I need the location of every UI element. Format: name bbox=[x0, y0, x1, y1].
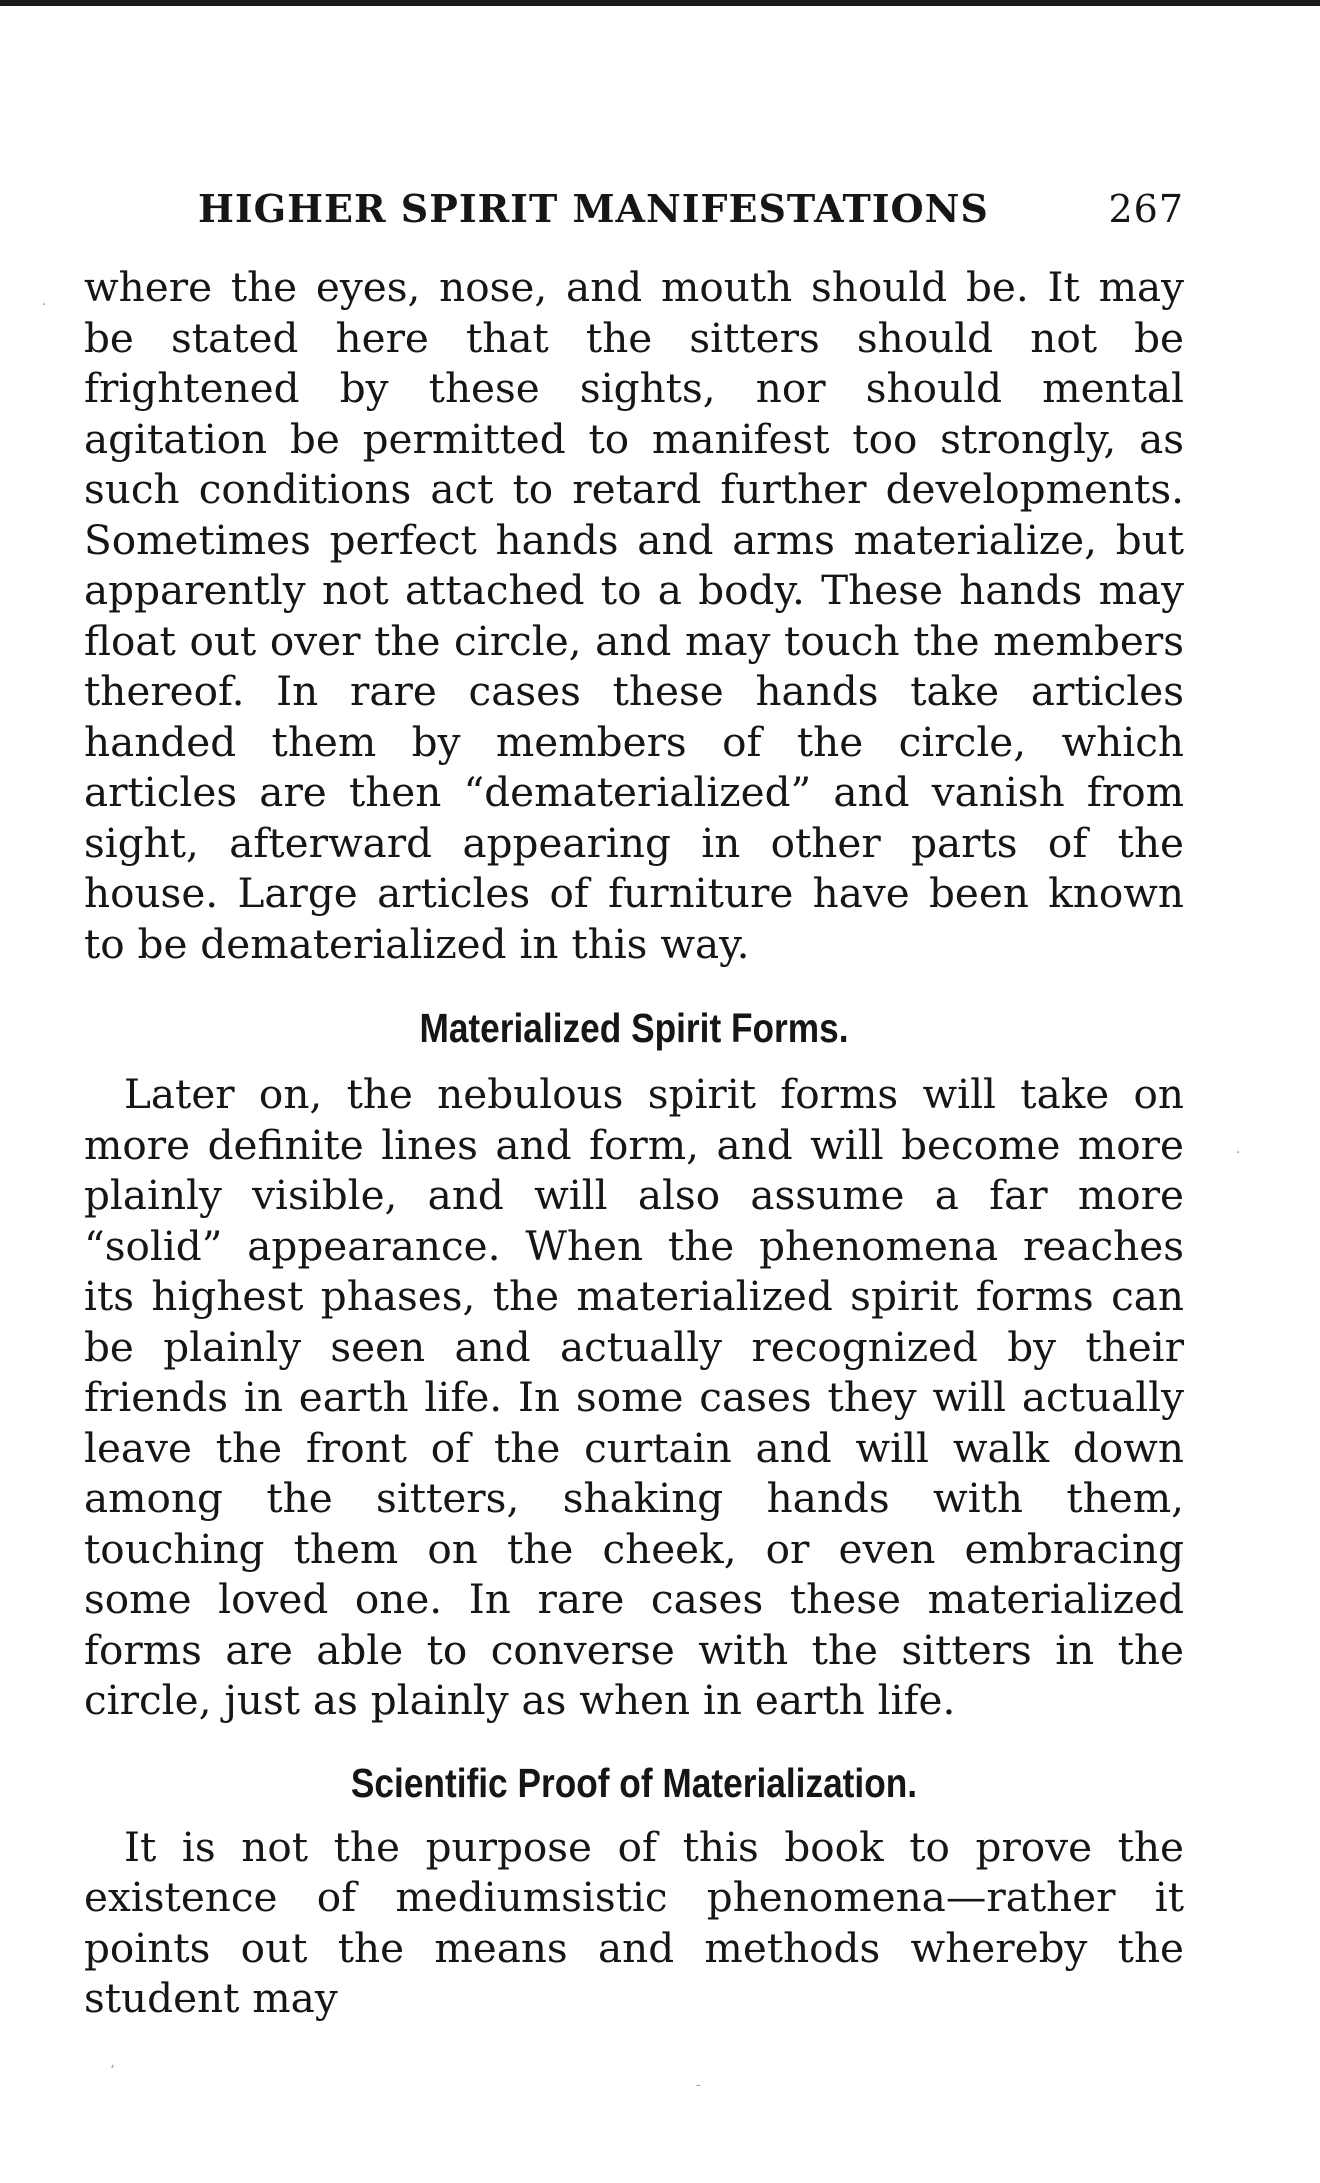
section-heading-scientific-proof: Scientific Proof of Materialization. bbox=[350, 1759, 918, 1806]
paragraph-scientific-proof: It is not the purpose of this book to prove the existence of mediumsistic phenomena—rather it points out the means and methods whereby the student may bbox=[84, 1822, 1184, 2022]
paragraph-materialized-forms: Later on, the nebulous spirit forms will take on more definite lines and form, and will become more plainly visible, and will also assume a far more “solid” appearance. When the phenomena reaches its highest phases, the materialized spirit forms can be plainly seen and actually recognized by their friends in earth life. In some cases they will actually leave the front of the curtain and will walk down among the sitters, shaking hands with them, touching them on the cheek, or even embracing some loved one. In rare cases these materialized forms are able to converse with the sitters in the circle, just as plainly as when in earth life. bbox=[84, 1070, 1184, 1724]
scan-speck: ‘ bbox=[110, 2063, 115, 2079]
page-number: 267 bbox=[1108, 187, 1184, 231]
scan-speck: · bbox=[42, 297, 47, 313]
scan-speck: · bbox=[1236, 1145, 1241, 1161]
page-body bbox=[84, 262, 1184, 2024]
paragraph-continuation: where the eyes, nose, and mouth should be. It may be stated here that the sitters should not be frightened by these sights, nor should mental agitation be permitted to manifest too strongly, as such conditions act to retard further developments. Sometimes perfect hands and arms materialize, but apparently not attached to a body. These hands may float out over the circle, and may touch the members thereof. In rare cases these hands take articles handed them by members of the circle, which articles are then “dematerialized” and vanish from sight, afterward appearing in other parts of the house. Large articles of furniture have been known to be dematerialized in this way. bbox=[84, 263, 1184, 968]
running-head-title: HIGHER SPIRIT MANIFESTATIONS bbox=[198, 186, 989, 231]
top-border-rule bbox=[0, 0, 1320, 6]
scan-speck: - bbox=[696, 2077, 701, 2093]
section-heading-materialized-spirit-forms: Materialized Spirit Forms. bbox=[419, 1005, 849, 1051]
running-head bbox=[198, 186, 1184, 236]
